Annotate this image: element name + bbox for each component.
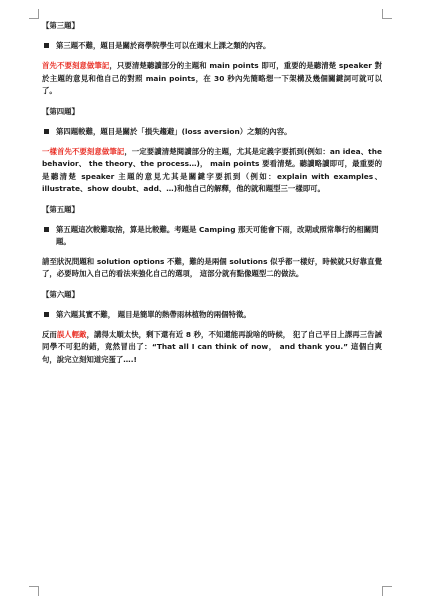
section-3-paragraph-text: ，只要清楚聽讀部分的主題和 main points 即可，重要的是聽清楚 speaker 對於主題的意見和他自己的對照 main points，在 30 秒內先簡略想一下架構及幾個關鍵詞可就可以了。 <box>42 61 382 95</box>
crop-mark-top-left <box>29 9 39 19</box>
section-5-bullet-text: 第五題這次較難取捨，算是比較難。考題是 Camping 那天可能會下雨，改期或照常舉行的相關問題。 <box>56 224 379 246</box>
section-4-paragraph-text: ，一定要讀清楚閱讀部分的主題，尤其是定義字要抓到(例如：an idea、the behavior、 the theory、the process…)， main points 要看清楚。聽讀略讀即可，最重要的是聽清楚 speaker 主題的意見尤其是關鍵字要抓到（例如：explain with examples、 illustrate、show doubt、add、…)和他自己的解釋，他的就和題型三一樣即可。 <box>42 146 382 193</box>
section-5-bullet <box>42 224 382 248</box>
section-3-paragraph <box>42 60 382 98</box>
section-5-heading: 【第五題】 <box>42 204 79 214</box>
square-bullet-icon <box>44 129 49 134</box>
document-page <box>42 14 382 374</box>
square-bullet-icon <box>44 227 49 232</box>
section-6-highlight: 誤人輕敵 <box>56 329 87 339</box>
section-4-paragraph <box>42 146 382 196</box>
crop-mark-bottom-left <box>29 586 39 596</box>
section-5-paragraph <box>42 256 382 281</box>
section-6-bullet <box>42 309 382 321</box>
square-bullet-icon <box>44 312 49 317</box>
section-3-bullet-text: 第三題不難，題目是關於商學院學生可以在週末上課之類的內容。 <box>56 41 271 50</box>
section-6-paragraph <box>42 329 382 367</box>
crop-mark-top-right <box>382 9 392 19</box>
square-bullet-icon <box>44 43 49 48</box>
section-4-highlight: 一樣首先不要刻意做筆記 <box>42 146 125 156</box>
section-3-bullet <box>42 40 382 52</box>
section-6-paragraph-prefix: 反而 <box>42 329 57 339</box>
section-6-bullet-text: 第六題其實不難， 題目是簡單的熱帶雨林植物的兩個特徵。 <box>56 309 251 319</box>
crop-mark-bottom-right <box>382 586 392 596</box>
section-3-heading: 【第三題】 <box>42 21 79 30</box>
section-6-paragraph-text: ，講得太順太快，剩下還有近 8 秒，不知還能再說啥的時候， 犯了自己平日上課再三告誡同學不可犯的錯，竟然冒出了：“That all I can think of now， and thank you.” 這個白爽句，說完立刻知道完蛋了….! <box>42 329 382 364</box>
section-5-paragraph-text: 請至狀況問題和 solution options 不難，難的是兩個 solutions 似乎都一樣好，時候就只好靠直覺了，必要時加入自己的看法來強化自己的選項， 這部分就有點像題型二的做法。 <box>42 256 382 278</box>
section-4-bullet-text: 第四題較難，題目是關於「損失趨避」(loss aversion）之類的內容。 <box>56 126 292 136</box>
section-3-highlight: 首先不要刻意做筆記 <box>42 61 110 70</box>
section-4-heading: 【第四題】 <box>42 106 79 116</box>
section-6-heading: 【第六題】 <box>42 289 79 299</box>
section-4-bullet <box>42 126 382 138</box>
